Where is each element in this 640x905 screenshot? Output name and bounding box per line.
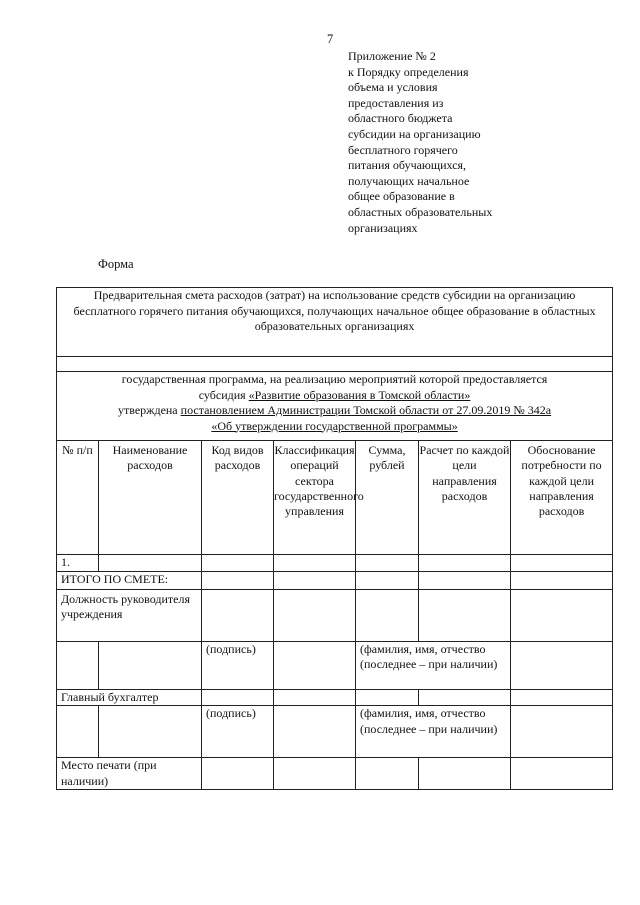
signature-label: (подпись) — [202, 641, 274, 689]
col-header-classification: Классификация операций сектора государственного управления — [274, 441, 356, 555]
appendix-line: бесплатного горячего — [348, 142, 458, 157]
estimate-form-table — [56, 287, 613, 790]
appendix-line: питания обучающихся, — [348, 158, 467, 173]
total-label: ИТОГО ПО СМЕТЕ: — [57, 571, 202, 589]
program-line: государственная программа, на реализацию мероприятий которой предоставляется — [121, 372, 548, 386]
appendix-line: организациях — [348, 220, 418, 235]
appendix-line: Приложение № 2 — [348, 49, 436, 63]
col-header-number: № п/п — [57, 441, 99, 555]
appendix-line: областного бюджета — [348, 111, 453, 126]
col-header-name: Наименование расходов — [99, 441, 202, 555]
accountant-label: Главный бухгалтер — [57, 689, 202, 706]
row-number: 1. — [57, 555, 99, 572]
approved-by: постановлением Администрации Томской области от 27.09.2019 № 342а — [180, 403, 552, 417]
program-prefix: субсидия — [198, 387, 249, 402]
approved-title: «Об утверждении государственной программы» — [211, 418, 458, 433]
blank-row — [57, 357, 613, 372]
appendix-line: субсидии на организацию — [348, 126, 481, 141]
approved-prefix: утверждена — [118, 403, 181, 417]
signature-label: (подпись) — [202, 706, 274, 758]
col-header-justification: Обоснование потребности по каждой цели направления расходов — [511, 441, 613, 555]
appendix-line: областных образовательных — [348, 204, 493, 219]
head-position-label: Должность руководителя учреждения — [57, 589, 202, 641]
appendix-line: предоставления из — [348, 95, 444, 110]
form-label: Форма — [98, 257, 134, 271]
col-header-code: Код видов расходов — [202, 441, 274, 555]
appendix-line: получающих начальное — [348, 173, 470, 188]
page-number: 7 — [327, 32, 334, 46]
name-label: (фамилия, имя, отчество (последнее – при наличии) — [356, 706, 511, 758]
appendix-line: общее образование в — [348, 189, 455, 204]
appendix-line: объема и условия — [348, 80, 438, 95]
appendix-line: к Порядку определения — [348, 64, 469, 79]
col-header-sum: Сумма, рублей — [356, 441, 419, 555]
name-label: (фамилия, имя, отчество (последнее – при наличии) — [356, 641, 511, 689]
program-block — [57, 372, 613, 441]
seal-label: Место печати (при наличии) — [57, 758, 202, 790]
col-header-calculation: Расчет по каждой цели направления расходов — [419, 441, 511, 555]
program-name: «Развитие образования в Томской области» — [248, 387, 471, 402]
appendix-header — [348, 49, 588, 236]
estimate-title: Предварительная смета расходов (затрат) на использование средств субсидии на организацию бесплатного горячего питания обучающихся, получающих начальное общее образование в областных образовательных организациях — [57, 288, 613, 357]
